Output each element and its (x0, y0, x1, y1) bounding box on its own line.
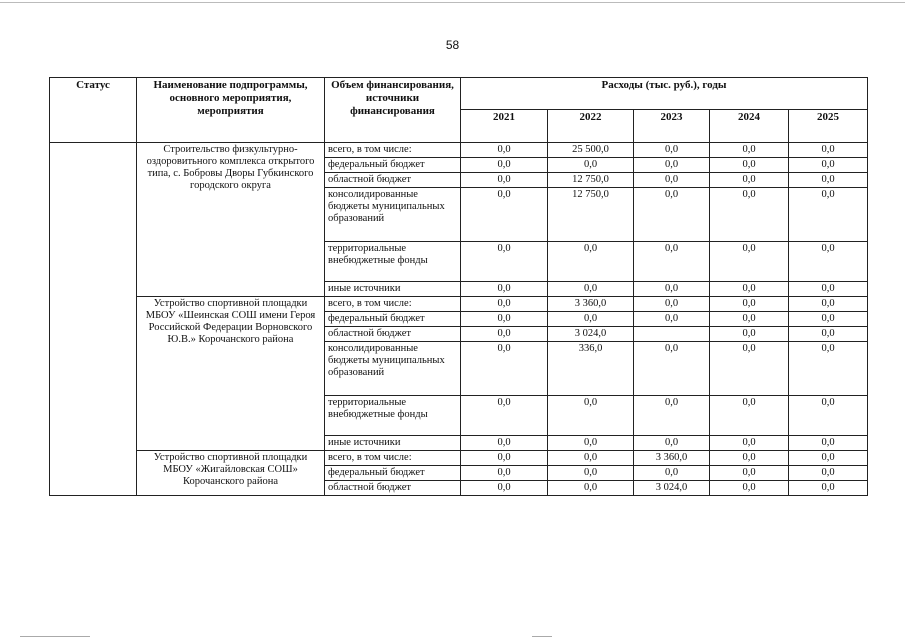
expense-value: 0,0 (634, 297, 710, 312)
header-year: 2024 (710, 110, 789, 143)
expense-value: 0,0 (789, 466, 868, 481)
table-row (50, 297, 868, 312)
funding-source: федеральный бюджет (325, 158, 461, 173)
expense-value: 0,0 (548, 451, 634, 466)
funding-source: территориальные внебюджетные фонды (325, 242, 461, 282)
status-cell (50, 143, 137, 496)
event-name: Строительство физкультурно-оздоровитьного комплекса открытого типа, с. Бобровы Дворы Губкинского городского округа (137, 143, 325, 297)
expense-value: 0,0 (634, 312, 710, 327)
expense-value: 0,0 (634, 436, 710, 451)
expense-value: 0,0 (789, 297, 868, 312)
expense-value: 0,0 (461, 396, 548, 436)
expense-value: 0,0 (548, 396, 634, 436)
funding-source: федеральный бюджет (325, 312, 461, 327)
expense-value: 0,0 (789, 312, 868, 327)
expense-value: 0,0 (634, 466, 710, 481)
budget-table (49, 77, 868, 496)
expense-value: 0,0 (461, 242, 548, 282)
funding-source: областной бюджет (325, 173, 461, 188)
expense-value: 0,0 (789, 188, 868, 242)
expense-value: 0,0 (461, 312, 548, 327)
header-year: 2023 (634, 110, 710, 143)
expense-value: 0,0 (789, 158, 868, 173)
header-name: Наименование подпрограммы, основного мероприятия, мероприятия (137, 78, 325, 143)
funding-source: территориальные внебюджетные фонды (325, 396, 461, 436)
expense-value: 0,0 (634, 282, 710, 297)
expense-value: 0,0 (789, 481, 868, 496)
expense-value: 0,0 (789, 436, 868, 451)
expense-value: 0,0 (461, 436, 548, 451)
funding-source: всего, в том числе: (325, 451, 461, 466)
expense-value: 3 360,0 (634, 451, 710, 466)
expense-value: 0,0 (634, 396, 710, 436)
funding-source: консолидированные бюджеты муниципальных образований (325, 342, 461, 396)
expense-value: 12 750,0 (548, 188, 634, 242)
header-year: 2022 (548, 110, 634, 143)
expense-value: 0,0 (710, 466, 789, 481)
expense-value: 0,0 (634, 158, 710, 173)
expense-value: 0,0 (634, 173, 710, 188)
expense-value: 3 360,0 (548, 297, 634, 312)
event-name: Устройство спортивной площадки МБОУ «Жигайловская СОШ» Корочанского района (137, 451, 325, 496)
expense-value: 0,0 (789, 143, 868, 158)
event-name: Устройство спортивной площадки МБОУ «Шеинская СОШ имени Героя Российской Федерации Ворновского Ю.В.» Корочанского района (137, 297, 325, 451)
expense-value: 0,0 (548, 312, 634, 327)
expense-value: 0,0 (710, 481, 789, 496)
expense-value: 0,0 (710, 342, 789, 396)
expense-value: 0,0 (789, 396, 868, 436)
expense-value: 0,0 (710, 242, 789, 282)
expense-value: 0,0 (461, 143, 548, 158)
funding-source: областной бюджет (325, 481, 461, 496)
expense-value: 0,0 (710, 436, 789, 451)
expense-value: 0,0 (634, 188, 710, 242)
expense-value: 0,0 (634, 242, 710, 282)
funding-source: областной бюджет (325, 327, 461, 342)
funding-source: консолидированные бюджеты муниципальных образований (325, 188, 461, 242)
expense-value: 0,0 (789, 327, 868, 342)
expense-value: 0,0 (710, 282, 789, 297)
expense-value: 0,0 (634, 342, 710, 396)
expense-value: 0,0 (789, 173, 868, 188)
expense-value: 0,0 (710, 297, 789, 312)
expense-value: 0,0 (461, 173, 548, 188)
expense-value: 0,0 (789, 342, 868, 396)
expense-value: 0,0 (461, 466, 548, 481)
expense-value: 0,0 (461, 342, 548, 396)
expense-value: 0,0 (548, 466, 634, 481)
expense-value: 0,0 (548, 242, 634, 282)
expense-value: 12 750,0 (548, 173, 634, 188)
expense-value: 0,0 (710, 312, 789, 327)
funding-source: иные источники (325, 282, 461, 297)
expense-value: 0,0 (548, 158, 634, 173)
funding-source: всего, в том числе: (325, 297, 461, 312)
expense-value: 0,0 (710, 327, 789, 342)
expense-value: 0,0 (461, 188, 548, 242)
expense-value: 0,0 (461, 451, 548, 466)
funding-source: иные источники (325, 436, 461, 451)
funding-source: федеральный бюджет (325, 466, 461, 481)
expense-value: 0,0 (710, 396, 789, 436)
expense-value: 0,0 (461, 327, 548, 342)
expense-value: 0,0 (548, 282, 634, 297)
expense-value: 336,0 (548, 342, 634, 396)
expense-value: 0,0 (710, 173, 789, 188)
expense-value: 0,0 (710, 158, 789, 173)
expense-value (634, 327, 710, 342)
expense-value: 0,0 (710, 451, 789, 466)
expense-value: 0,0 (789, 282, 868, 297)
expense-value: 0,0 (548, 436, 634, 451)
expense-value: 25 500,0 (548, 143, 634, 158)
expense-value: 3 024,0 (634, 481, 710, 496)
funding-source: всего, в том числе: (325, 143, 461, 158)
header-year: 2021 (461, 110, 548, 143)
expense-value: 0,0 (461, 282, 548, 297)
page-number: 58 (445, 38, 460, 52)
expense-value: 0,0 (789, 451, 868, 466)
expense-value: 0,0 (548, 481, 634, 496)
header-year: 2025 (789, 110, 868, 143)
header-status: Статус (50, 78, 137, 143)
table-row (50, 143, 868, 158)
expense-value: 3 024,0 (548, 327, 634, 342)
expense-value: 0,0 (710, 143, 789, 158)
expense-value: 0,0 (634, 143, 710, 158)
expense-value: 0,0 (461, 158, 548, 173)
table-row (50, 451, 868, 466)
expense-value: 0,0 (710, 188, 789, 242)
header-row (50, 78, 868, 110)
expense-value: 0,0 (789, 242, 868, 282)
header-volume: Объем финансирования, источники финансирования (325, 78, 461, 143)
header-expenses: Расходы (тыс. руб.), годы (461, 78, 868, 110)
expense-value: 0,0 (461, 297, 548, 312)
expense-value: 0,0 (461, 481, 548, 496)
